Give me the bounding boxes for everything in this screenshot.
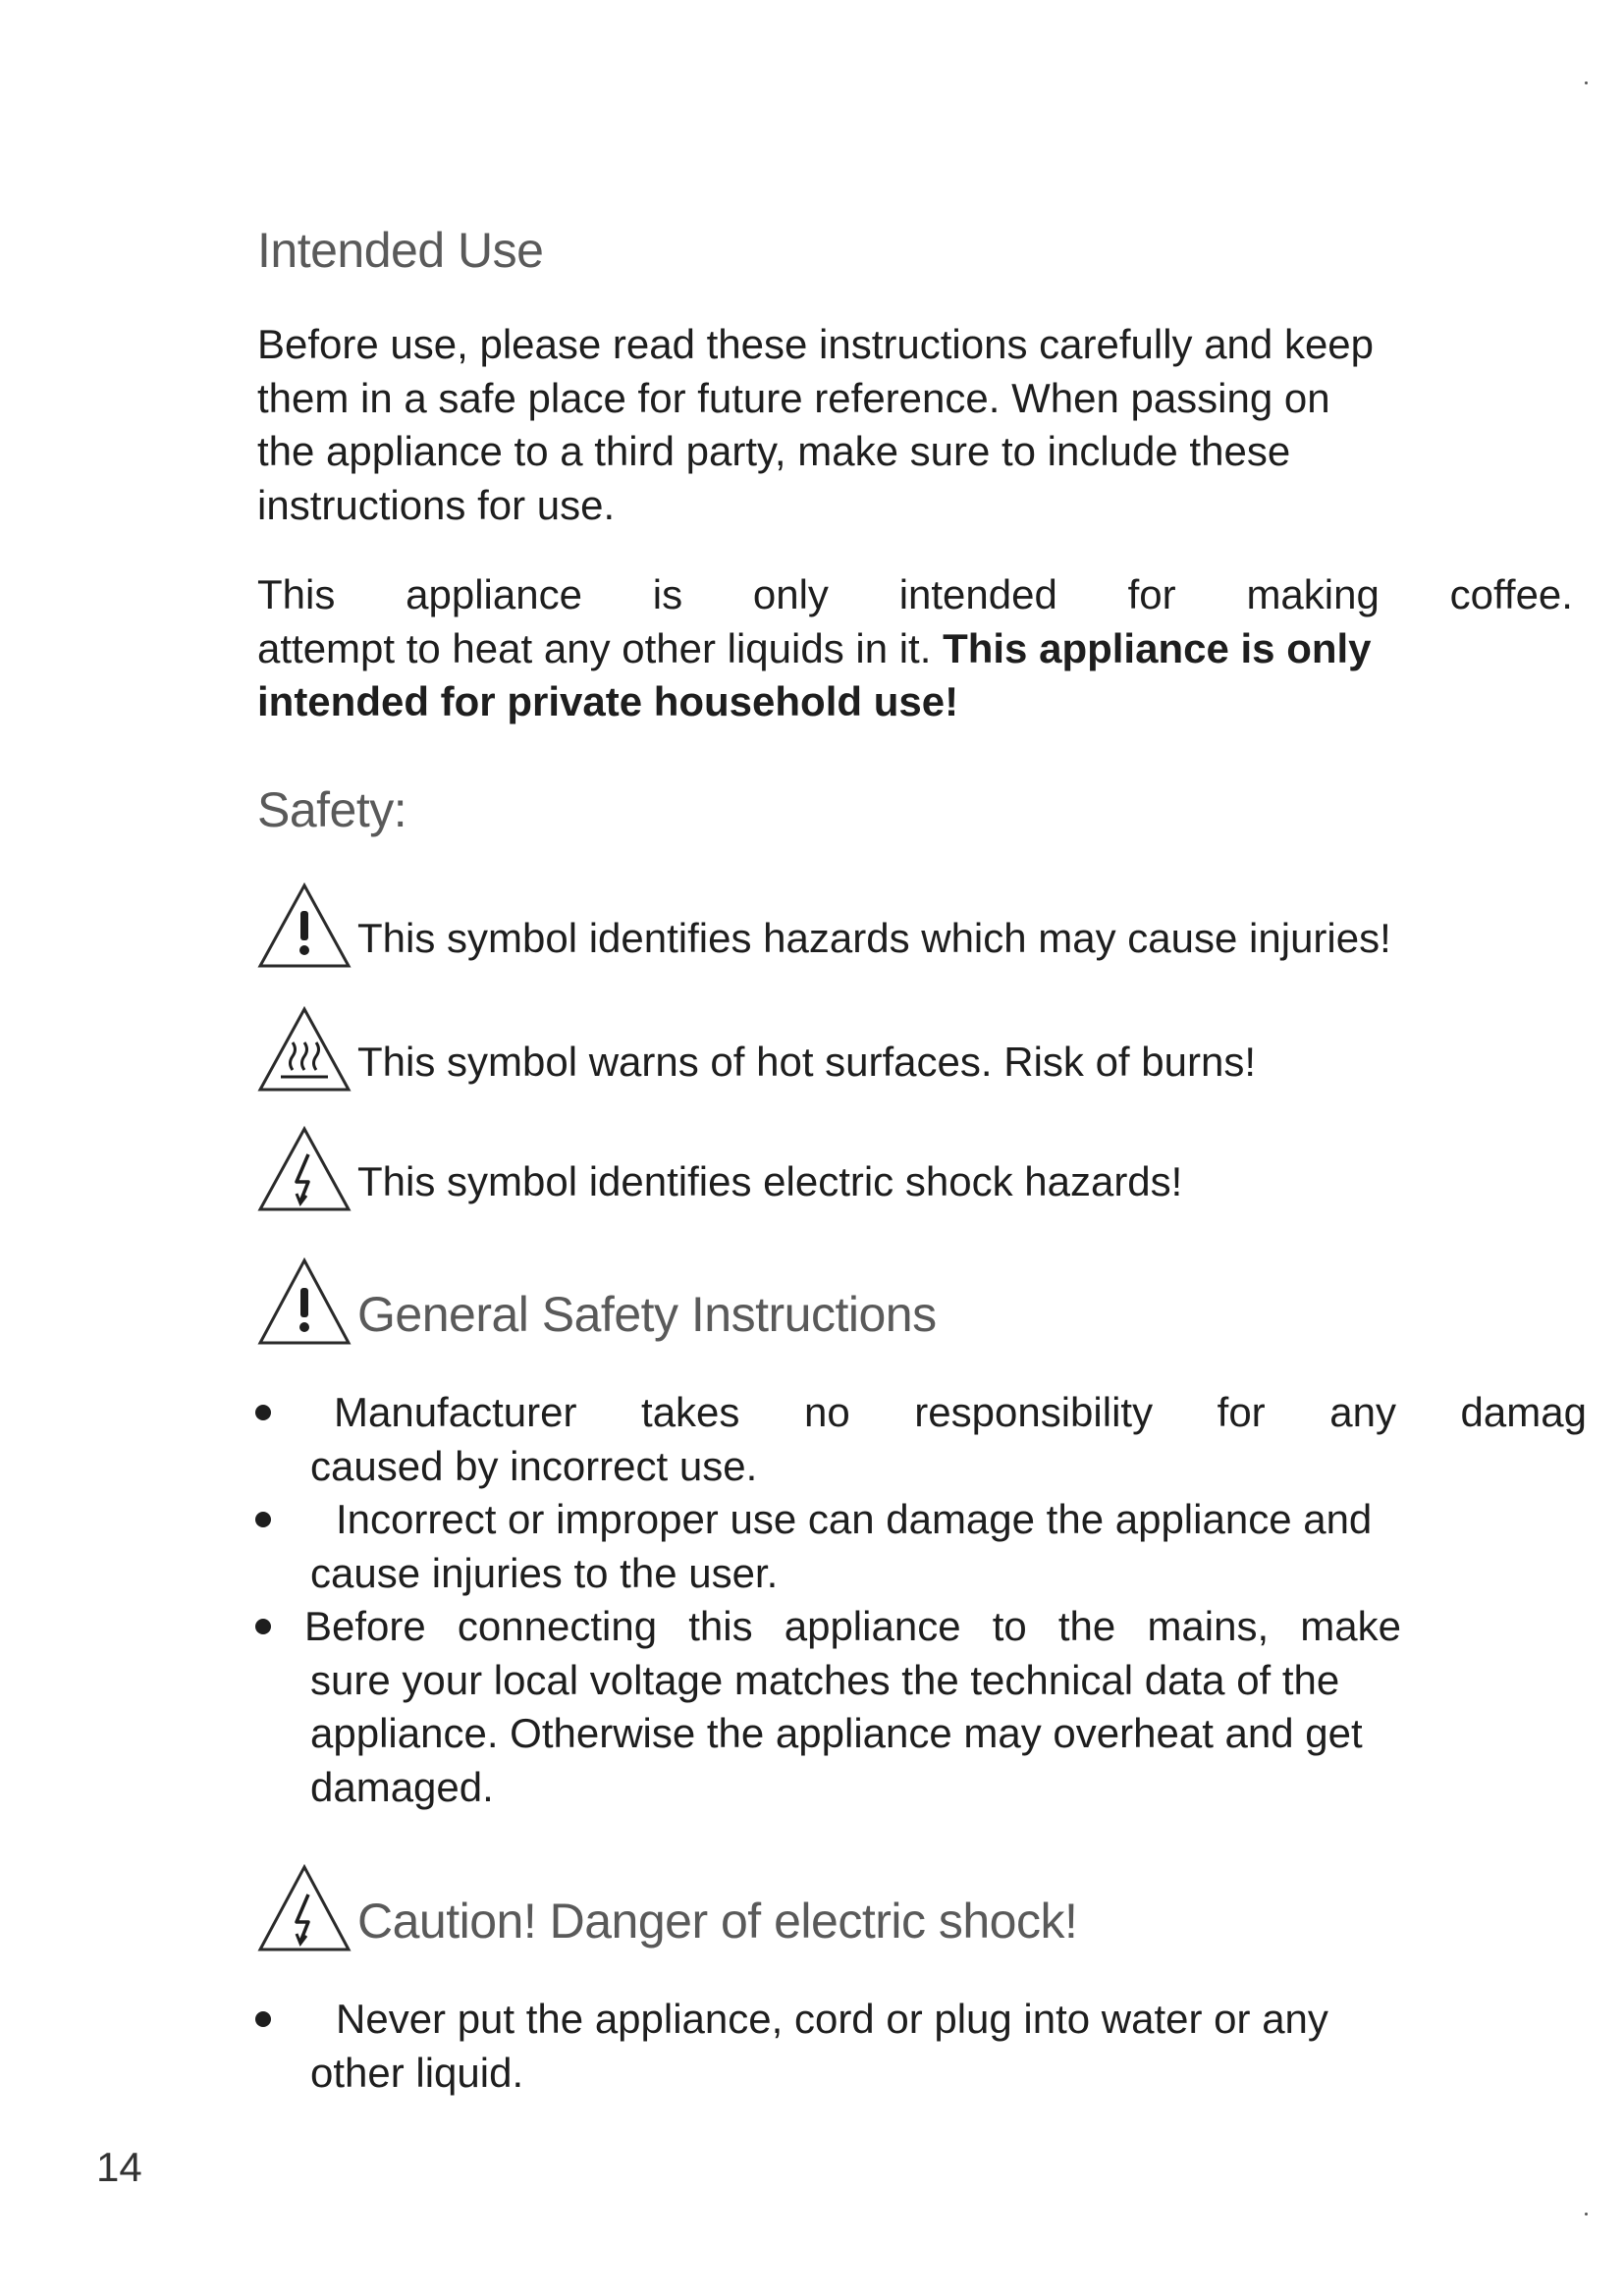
- para2-line-2: [257, 622, 1573, 676]
- para2-line-3: [257, 675, 1573, 729]
- caution-heading: Caution! Danger of electric shock!: [357, 1894, 1078, 1949]
- general-safety-heading: General Safety Instructions: [357, 1287, 937, 1342]
- word: mains,: [1147, 1603, 1270, 1649]
- symbol-description: This symbol identifies electric shock hazards!: [357, 1158, 1183, 1204]
- intended-use-paragraph-1: [257, 318, 1435, 532]
- safety-heading: Safety:: [257, 782, 407, 837]
- line: appliance. Otherwise the appliance may overheat and get: [310, 1710, 1363, 1756]
- word: connecting: [457, 1603, 658, 1649]
- list-item: [251, 1993, 1430, 2100]
- justified-line: [304, 1386, 1587, 1440]
- line: damaged.: [310, 1763, 494, 1810]
- symbol-row-electric-shock: [257, 1115, 1182, 1213]
- symbol-row-hot-surface: [257, 995, 1256, 1094]
- word: the: [1057, 1603, 1116, 1649]
- electric-shock-icon: [257, 1863, 352, 1953]
- line: caused by incorrect use.: [310, 1442, 758, 1489]
- para2-justified-line: [257, 568, 1573, 622]
- para1-line: the appliance to a third party, make sure to include these: [257, 428, 1291, 474]
- intended-use-heading: Intended Use: [257, 223, 544, 278]
- word: appliance: [784, 1603, 961, 1649]
- intended-use-paragraph-2: [257, 568, 1573, 729]
- line: sure your local voltage matches the technical data of the: [310, 1656, 1340, 1703]
- scan-mark-bottom: [1585, 2213, 1588, 2216]
- warning-exclamation-icon: [257, 881, 352, 970]
- line: Incorrect or improper use can damage the appliance and: [336, 1496, 1373, 1542]
- word: no: [804, 1389, 850, 1435]
- symbol-description: This symbol warns of hot surfaces. Risk of burns!: [357, 1039, 1256, 1085]
- word: for: [1127, 571, 1176, 617]
- hot-surface-icon: [257, 1005, 352, 1094]
- line: Never put the appliance, cord or plug into water or any: [336, 1996, 1328, 2042]
- word: Manufacturer: [334, 1389, 577, 1435]
- word: This: [257, 571, 336, 617]
- word: appliance: [406, 571, 582, 617]
- para1-line: them in a safe place for future reference. When passing on: [257, 374, 1330, 421]
- list-item: [251, 1386, 1587, 1493]
- bullet-dot: [255, 2011, 271, 2027]
- para2-normal-text: attempt to heat any other liquids in it.: [257, 624, 944, 671]
- page-number: 14: [96, 2144, 142, 2190]
- list-item: [251, 1493, 1587, 1600]
- caution-heading-row: [257, 1863, 1077, 1953]
- word: make: [1300, 1603, 1401, 1649]
- line: other liquid.: [310, 2049, 524, 2096]
- word: this: [688, 1603, 753, 1649]
- word: intended: [898, 571, 1057, 617]
- caution-list: [251, 1993, 1430, 2100]
- scan-mark-top: [1585, 81, 1588, 84]
- justified-line: [304, 1600, 1401, 1654]
- bullet-dot: [255, 1512, 271, 1527]
- para1-line: Before use, please read these instructions carefully and keep: [257, 321, 1375, 367]
- word: for: [1217, 1389, 1266, 1435]
- word: to: [992, 1603, 1027, 1649]
- symbol-row-injury: [257, 872, 1391, 970]
- line: cause injuries to the user.: [310, 1549, 779, 1596]
- electric-shock-icon: [257, 1125, 352, 1213]
- word: any: [1329, 1389, 1396, 1435]
- word: Before: [304, 1603, 426, 1649]
- list-item: [251, 1600, 1587, 1814]
- symbol-description: This symbol identifies hazards which may cause injuries!: [357, 915, 1391, 961]
- bullet-dot: [255, 1405, 271, 1420]
- para2-bold-text-2: intended for private household use!: [257, 678, 959, 724]
- word: responsibility: [914, 1389, 1154, 1435]
- word: is: [652, 571, 683, 617]
- general-safety-list: [251, 1386, 1587, 1814]
- word: damag: [1460, 1389, 1587, 1435]
- para1-line: instructions for use.: [257, 481, 616, 528]
- word: making: [1246, 571, 1380, 617]
- bullet-dot: [255, 1619, 271, 1634]
- word: takes: [641, 1389, 740, 1435]
- para2-bold-text: This appliance is only: [943, 624, 1372, 671]
- word: only: [752, 571, 829, 617]
- warning-exclamation-icon: [257, 1256, 352, 1347]
- word: coffee.: [1449, 571, 1573, 617]
- general-safety-heading-row: [257, 1256, 937, 1347]
